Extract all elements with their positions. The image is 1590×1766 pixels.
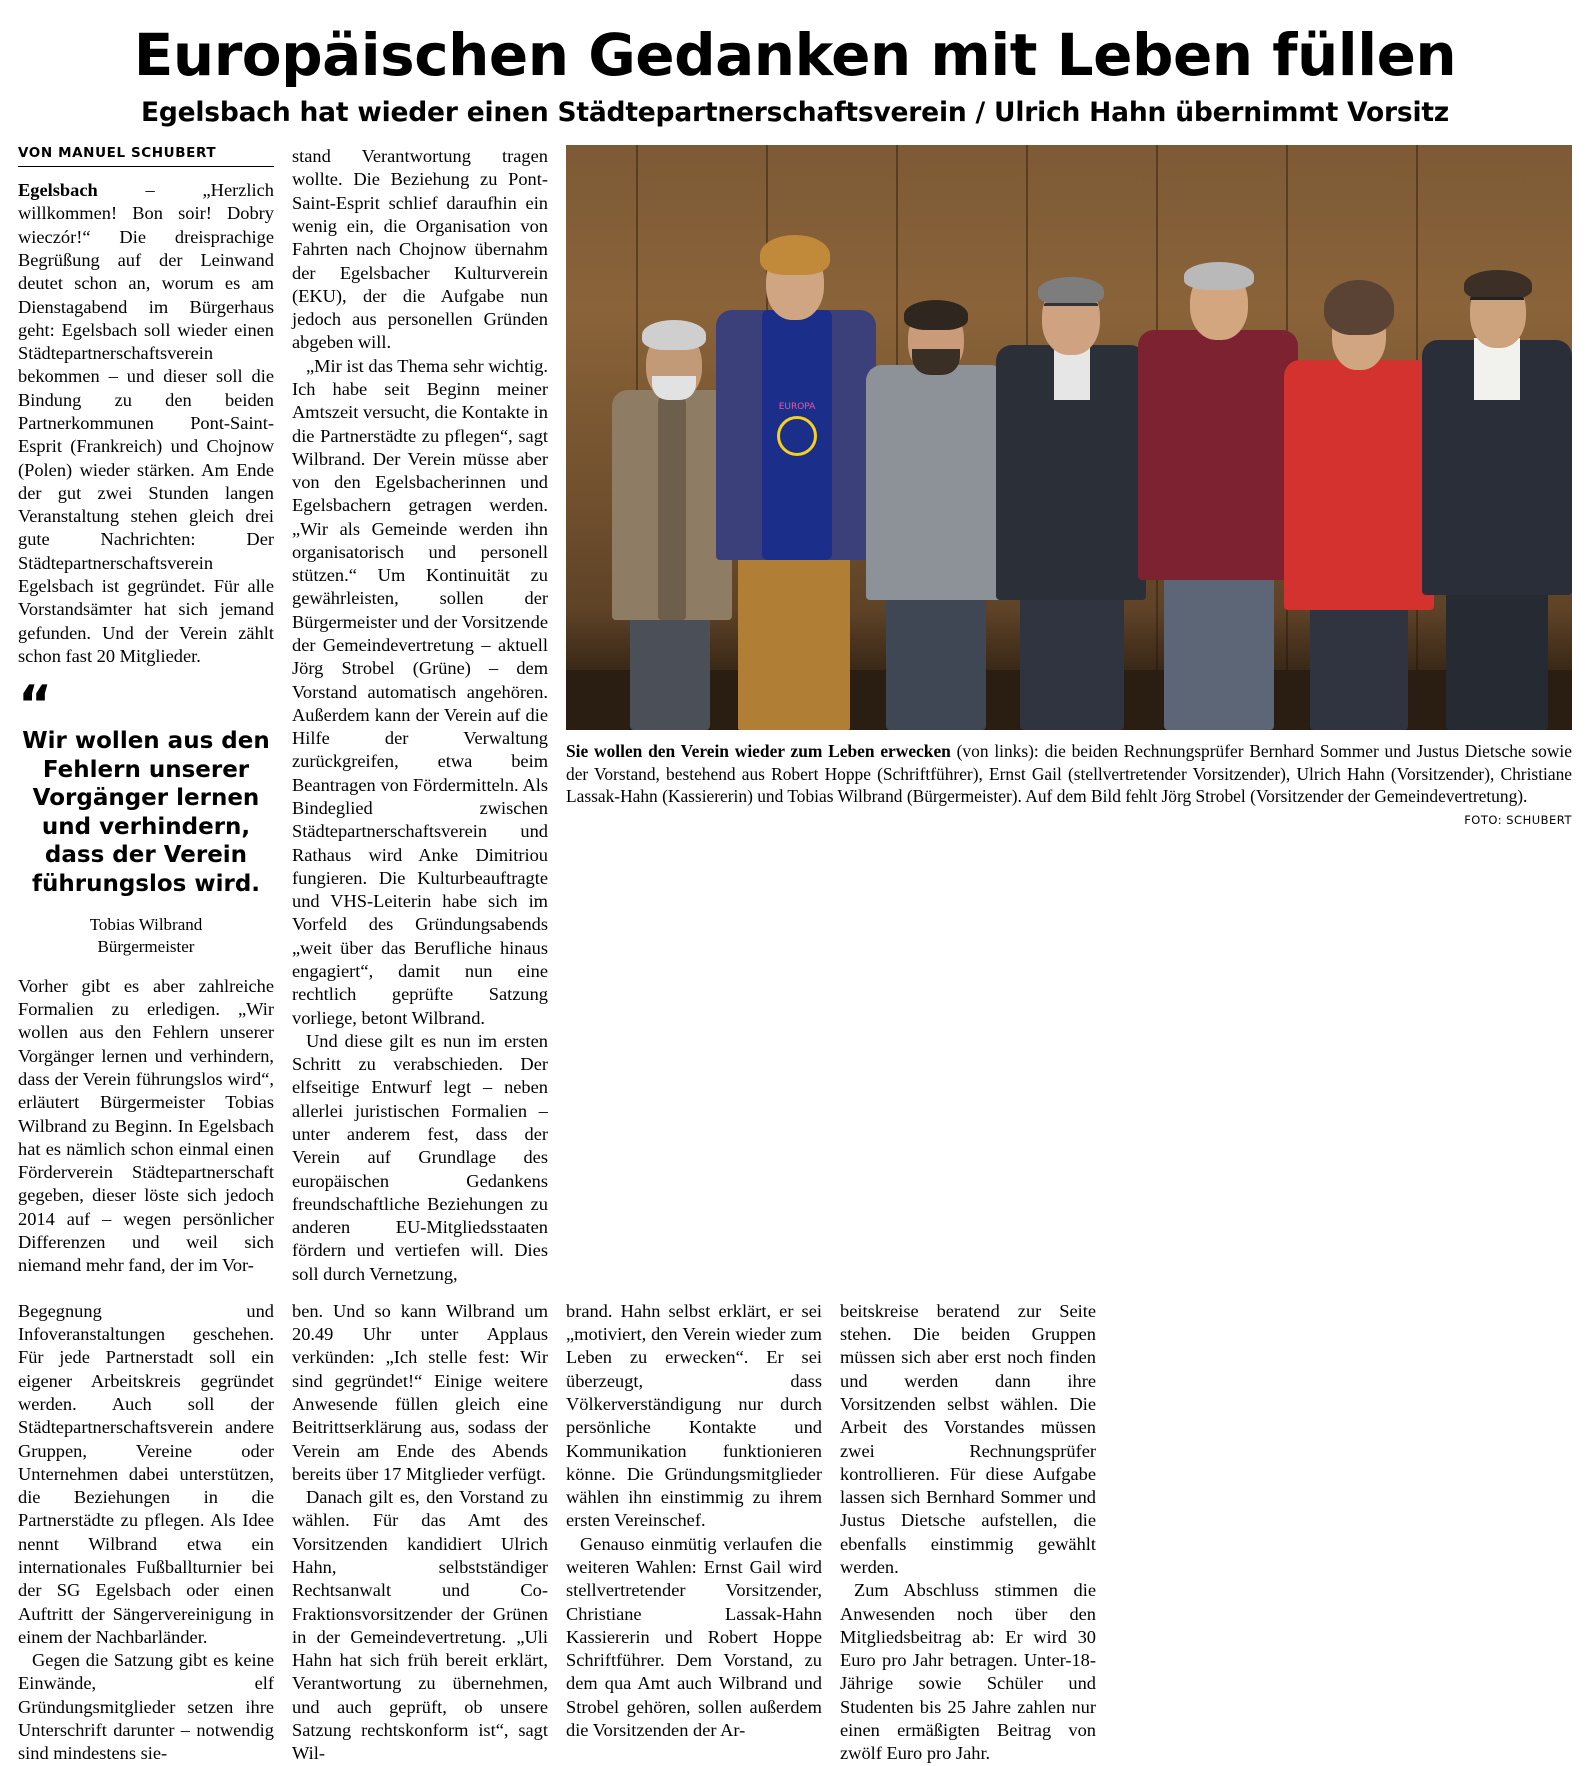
lead-paragraph bbox=[18, 179, 274, 668]
article-column-2 bbox=[292, 145, 548, 1286]
photo-caption-lead: Sie wollen den Verein wieder zum Leben erwecken bbox=[566, 741, 951, 762]
person-6 bbox=[1284, 260, 1434, 730]
article-column-3 bbox=[18, 1300, 274, 1766]
column-5-paragraph-1: brand. Hahn selbst erklärt, er sei „motiviert, den Verein wieder zum Leben zu erwecken“. Er sei überzeugt, dass Völkerverständigung nur durch persönliche Kontakte und Kommunikation funktionieren könne. Die Gründungsmitglieder wählen ihn einstimmig zu ihrem ersten Vereinschef. bbox=[566, 1300, 822, 1531]
pull-quote-role: Bürgermeister bbox=[97, 936, 195, 956]
column-4-paragraph-2: Danach gilt es, den Vorstand zu wählen. Für das Amt des Vorsitzenden kandidiert Ulrich Hahn, selbstständiger Rechtsanwalt und Co-Fraktionsvorsitzender der Grünen in der Gemeindevertretung. „Uli Hahn hat sich früh bereit erklärt, Verantwortung zu übernehmen, und auch geprüft, ob unsere Satzung rechtskonform ist“, sagt Wil- bbox=[292, 1487, 548, 1764]
column-3-paragraph-2: Gegen die Satzung gibt es keine Einwände, elf Gründungsmitglieder setzen ihre Unterschrift darunter – notwendig sind mindestens sie- bbox=[18, 1650, 274, 1764]
quote-mark-icon: “ bbox=[18, 675, 53, 736]
article-column-4 bbox=[292, 1300, 548, 1766]
photo-caption bbox=[566, 730, 1572, 807]
column-2-paragraph-3: Und diese gilt es nun im ersten Schritt zu verabschieden. Der elfseitige Entwurf legt – neben allerlei juristischen Formalien – unter anderem fest, dass der Verein auf Grundlage des europäischen Gedankens freundschaftliche Beziehungen zu anderen EU-Mitgliedsstaaten fördern und vertiefen will. Dies soll durch Vernetzung, bbox=[292, 1030, 548, 1284]
page-title: Europäischen Gedanken mit Leben füllen bbox=[133, 21, 1457, 89]
person-7 bbox=[1422, 225, 1572, 730]
pull-quote-name: Tobias Wilbrand bbox=[89, 915, 203, 935]
upper-section bbox=[0, 127, 1590, 1286]
dateline-place: Egelsbach bbox=[18, 180, 98, 201]
byline: VON MANUEL SCHUBERT bbox=[18, 145, 274, 167]
article-column-1 bbox=[18, 145, 274, 1286]
person-2: EUROPA bbox=[716, 210, 876, 730]
group-photo bbox=[566, 145, 1572, 730]
column-3-paragraph-1: Begegnung und Infoveranstaltungen geschehen. Für jede Partnerstadt soll ein eigener Arbeitskreis gegründet werden. Auch soll der Städtepartnerschaftsverein andere Gruppen, Vereine oder Unternehmen dabei unterstützen, die Beziehungen in die Partnerstädte zu pflegen. Als Idee nennt Wilbrand etwa ein internationales Fußballturnier bei der SG Egelsbach oder einen Auftritt der Sängervereinigung in einem der Nachbarländer. bbox=[18, 1300, 274, 1647]
article-column-5 bbox=[566, 1300, 822, 1766]
column-4-paragraph-1: ben. Und so kann Wilbrand um 20.49 Uhr unter Applaus verkünden: „Ich stelle fest: Wir sind gegründet!“ Einige weitere Anwesende füllen gleich eine Beitrittserklärung aus, sodass der Verein am Ende des Abends bereits über 17 Mitglieder verfügt. bbox=[292, 1300, 548, 1484]
person-5 bbox=[1138, 225, 1298, 730]
column-6-paragraph-1: beitskreise beratend zur Seite stehen. Die beiden Gruppen müssen sich aber erst noch finden und werden dann ihre Vorsitzenden selbst wählen. Die Arbeit des Vorstandes müssen zwei Rechnungsprüfer kontrollieren. Für diese Aufgabe lassen sich Bernhard Sommer und Justus Dietsche aufstellen, die ebenfalls einstimmig gewählt werden. bbox=[840, 1300, 1096, 1578]
photo-block bbox=[566, 145, 1572, 1286]
person-3 bbox=[866, 260, 1006, 730]
lead-paragraph-text: – „Herzlich willkommen! Bon soir! Dobry wieczór!“ Die dreisprachige Begrüßung auf der Leinwand deutet schon an, worum es am Dienstagabend im Bürgerhaus geht: Egelsbach soll wieder einen Städtepartnerschaftsverein bekommen – und dieser soll die Bindung zu den beiden Partnerkommunen Pont-Saint-Esprit (Frankreich) und Chojnow (Polen) wieder stärken. Am Ende der gut zwei Stunden langen Veranstaltung stehen gleich drei gute Nachrichten: Der Städtepartnerschaftsverein Egelsbach ist gegründet. Für alle Vorstandsämter hat sich jemand gefunden. Und der Verein zählt schon fast 20 Mitglieder. bbox=[18, 180, 274, 666]
column-5-paragraph-2: Genauso einmütig verlaufen die weiteren Wahlen: Ernst Gail wird stellvertretender Vorsitzender, Christiane Lassak-Hahn Kassiererin und Robert Hoppe Schriftführer. Dem Vorstand, zu dem qua Amt auch Wilbrand und Strobel gehören, sollen außerdem die Vorsitzenden der Ar- bbox=[566, 1533, 822, 1740]
page-subtitle: Egelsbach hat wieder einen Städtepartnerschaftsverein / Ulrich Hahn übernimmt Vorsitz bbox=[140, 97, 1450, 128]
person-4 bbox=[996, 230, 1146, 730]
column-6-paragraph-2: Zum Abschluss stimmen die Anwesenden noch über den Mitgliedsbeitrag ab: Er wird 30 Euro pro Jahr betragen. Unter-18-Jährige sowie Schüler und Studenten bis 25 Jahre zahlen nur einen ermäßigten Beitrag von zwölf Euro pro Jahr. bbox=[840, 1580, 1096, 1764]
article-column-6 bbox=[840, 1300, 1096, 1766]
lower-section bbox=[0, 1286, 1590, 1766]
photo-caption-rest: (von links): die beiden Rechnungsprüfer Bernhard Sommer und Justus Dietsche sowie der Vorstand, bestehend aus Robert Hoppe (Schriftführer), Ernst Gail (stellvertretender Vorsitzender), Ulrich Hahn (Vorsitzender), Christiane Lassak-Hahn (Kassiererin) und Tobias Wilbrand (Bürgermeister). Auf dem Bild fehlt Jörg Strobel (Vorsitzender der Gemeindevertretung). bbox=[566, 741, 1572, 806]
person-1 bbox=[612, 270, 732, 730]
column-2-paragraph-1: stand Verantwortung tragen wollte. Die Beziehung zu Pont-Saint-Esprit schlief daraufhin ein wenig ein, die Organisation von Fahrten nach Chojnow übernahm der Egelsbacher Kulturverein (EKU), der die Aufgabe nun jedoch aus personellen Gründen abgeben will. bbox=[292, 146, 548, 353]
column-2-paragraph-2: „Mir ist das Thema sehr wichtig. Ich habe seit Beginn meiner Amtszeit versucht, die Kontakte in die Partnerstädte zu pflegen“, sagt Wilbrand. Der Verein müsse aber von den Egelsbacherinnen und Egelsbachern getragen werden. „Wir als Gemeinde werden ihn organisatorisch und personell stützen.“ Um Kontinuität zu gewährleisten, sollen der Bürgermeister und der Vorsitzende der Gemeindevertretung – aktuell Jörg Strobel (Grüne) – dem Vorstand automatisch angehören. Außerdem kann der Verein auf die Hilfe der Verwaltung zurückgreifen, etwa beim Beantragen von Fördermitteln. Als Bindeglied zwischen Städtepartnerschaftsverein und Rathaus wird Anke Dimitriou fungieren. Die Kulturbeauftragte und VHS-Leiterin habe sich im Vorfeld des Gründungsabends „weit über das Berufliche hinaus engagiert“, damit nun eine rechtlich geprüfte Satzung vorliege, betont Wilbrand. bbox=[292, 355, 548, 1028]
pull-quote-attribution bbox=[18, 914, 274, 957]
pull-quote-text: Wir wollen aus den Fehlern unserer Vorgänger lernen und verhindern, dass der Verein führungslos wird. bbox=[22, 728, 270, 897]
pull-quote bbox=[18, 675, 274, 957]
photo-credit: FOTO: SCHUBERT bbox=[1464, 813, 1572, 828]
column-1-paragraph-2: Vorher gibt es aber zahlreiche Formalien zu erledigen. „Wir wollen aus den Fehlern unserer Vorgänger lernen und verhindern, dass der Verein führungslos wird“, erläutert Bürgermeister Tobias Wilbrand zu Beginn. In Egelsbach hat es nämlich schon einmal einen Förderverein Städtepartnerschaft gegeben, dieser löste sich jedoch 2014 auf – wegen persönlicher Differenzen und weil sich niemand mehr fand, der im Vor- bbox=[18, 975, 274, 1276]
